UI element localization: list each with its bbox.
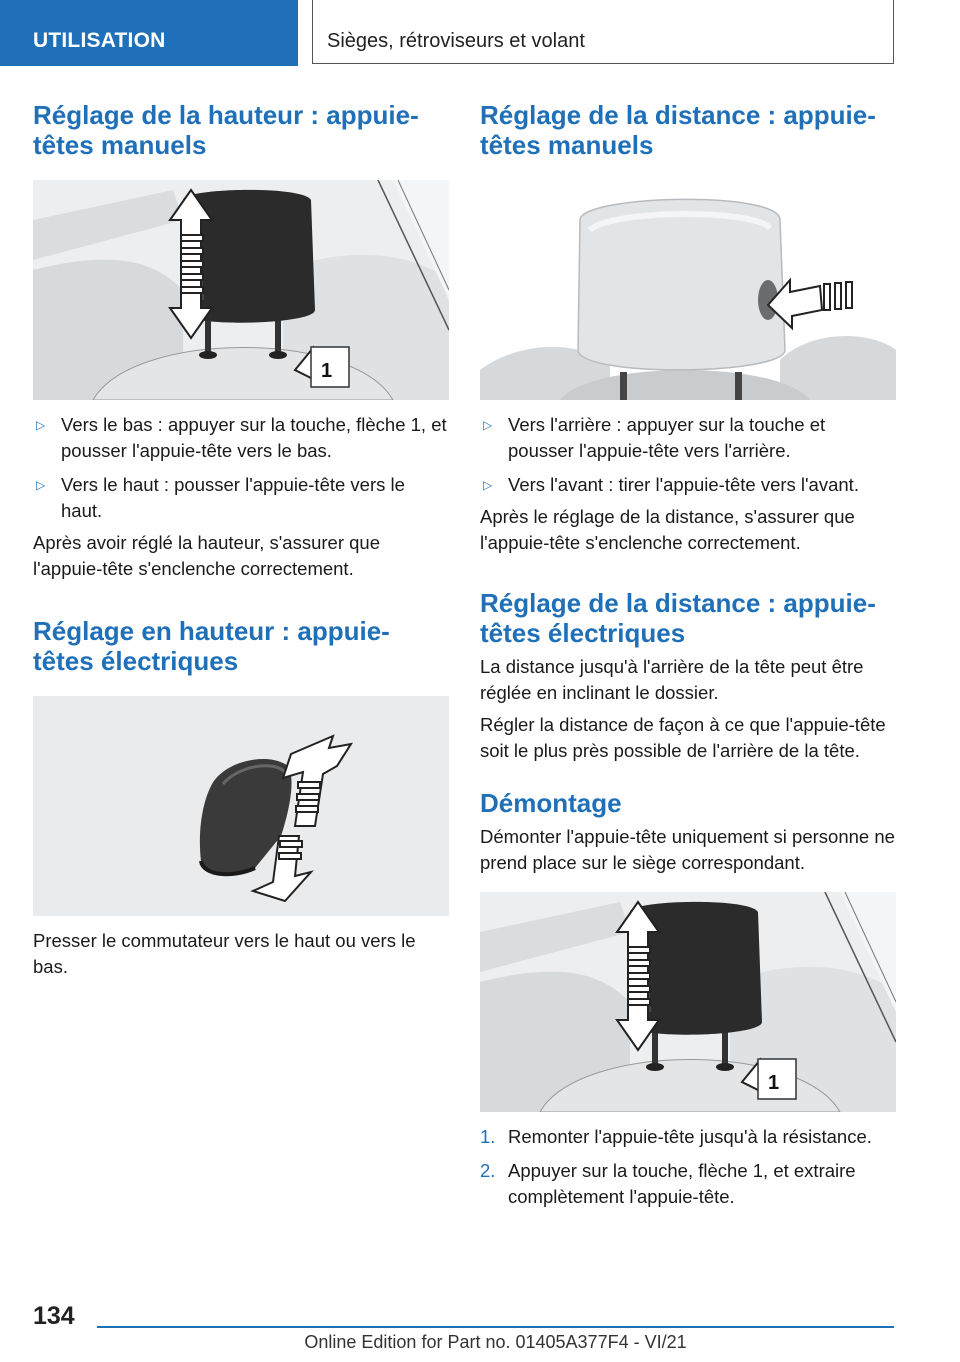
height-electric-note: Presser le commutateur vers le haut ou vers le bas. xyxy=(33,930,416,977)
section-tab: UTILISATION xyxy=(0,0,298,66)
removal-para: Démonter l'appuie-tête uniquement si personne ne prend place sur le siège correspondant. xyxy=(480,826,895,873)
footer-edition: Online Edition for Part no. 01405A377F4 - VI/21 xyxy=(304,1332,687,1352)
triangle-bullet-icon: ▷ xyxy=(36,478,46,492)
distance-electric-para-1: La distance jusqu'à l'arrière de la tête peut être réglée en inclinant le dossier. xyxy=(480,656,864,703)
step-item: 2. Appuyer sur la touche, flèche 1, et extraire complètement l'appuie-tête. xyxy=(480,1160,856,1207)
list-item: ▷ Vers le haut : pousser l'appuie-tête vers le haut. xyxy=(36,474,405,521)
arrow-1-label: 1 xyxy=(321,360,333,382)
section-title-distance-manual: Réglage de la distance : appuie-têtes manuels xyxy=(480,100,876,160)
list-item: ▷ Vers l'avant : tirer l'appuie-tête vers l'avant. xyxy=(480,472,896,498)
page-number: 134 xyxy=(33,1302,75,1330)
headrest-manual-height-illustration xyxy=(33,180,449,400)
chapter-title: Sièges, rétroviseurs et volant xyxy=(312,0,894,64)
footer-divider xyxy=(97,1326,894,1328)
list-item: ▷ Vers l'arrière : appuyer sur la touche et pousser l'appuie-tête vers l'arrière. xyxy=(483,414,826,461)
distance-manual-list xyxy=(480,412,896,498)
height-manual-list xyxy=(33,412,449,524)
section-title-height-electric: Réglage en hauteur : appuie-têtes électriques xyxy=(33,616,390,676)
triangle-bullet-icon: ▷ xyxy=(483,418,493,432)
arrow-1-label: 1 xyxy=(768,1072,780,1094)
distance-electric-para-2: Régler la distance de façon à ce que l'appuie-tête soit le plus près possible de l'arrière de la tête. xyxy=(480,714,886,761)
right-column xyxy=(480,100,896,1210)
distance-manual-note: Après le réglage de la distance, s'assurer que l'appuie-tête s'enclenche correctement. xyxy=(480,506,855,553)
section-title-distance-electric: Réglage de la distance : appuie-têtes électriques xyxy=(480,588,876,648)
removal-steps xyxy=(480,1124,896,1210)
section-title-height-manual: Réglage de la hauteur : appuie-têtes manuels xyxy=(33,100,419,160)
section-title-removal: Démontage xyxy=(480,788,622,818)
headrest-electric-switch-illustration xyxy=(33,696,449,916)
step-item: 1. Remonter l'appuie-tête jusqu'à la résistance. xyxy=(480,1126,872,1147)
triangle-bullet-icon: ▷ xyxy=(483,478,493,492)
height-manual-note: Après avoir réglé la hauteur, s'assurer que l'appuie-tête s'enclenche correctement. xyxy=(33,532,381,579)
left-column xyxy=(33,100,449,980)
headrest-distance-illustration xyxy=(480,180,896,400)
list-item: ▷ Vers le bas : appuyer sur la touche, flèche 1, et pousser l'appuie-tête vers le bas. xyxy=(36,414,447,461)
headrest-removal-illustration xyxy=(480,892,896,1112)
triangle-bullet-icon: ▷ xyxy=(36,418,46,432)
